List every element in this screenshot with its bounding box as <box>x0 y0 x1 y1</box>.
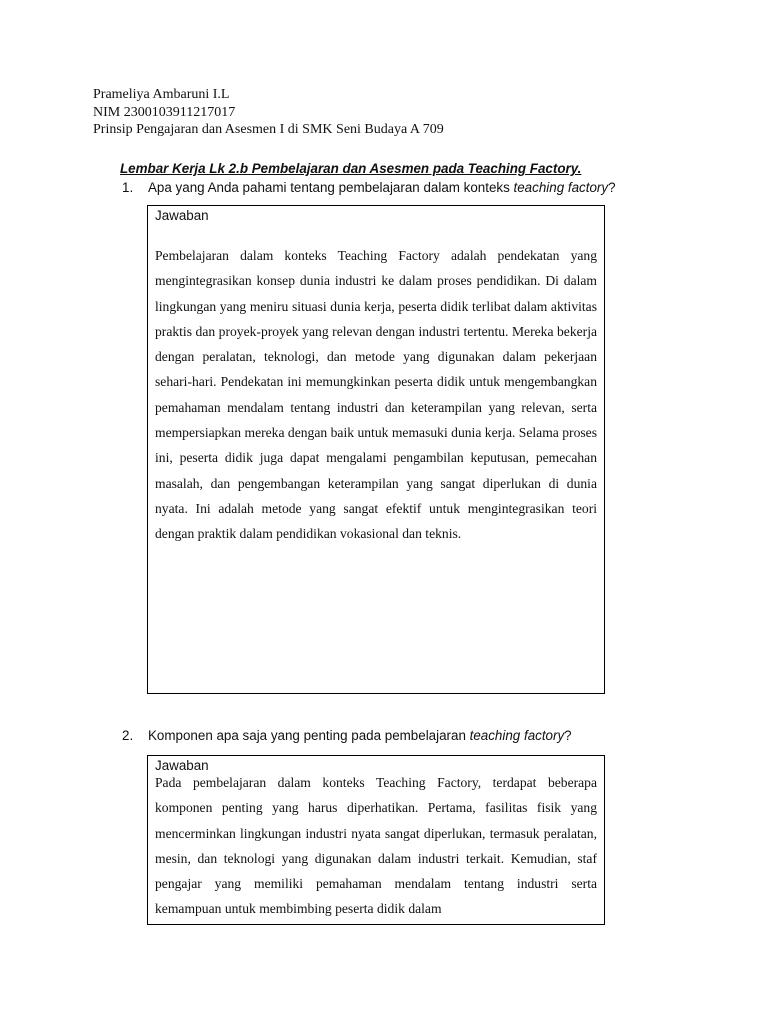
answer-box-1 <box>147 205 605 694</box>
question-text: Apa yang Anda pahami tentang pembelajaran dalam konteks <box>148 180 514 195</box>
question-mark: ? <box>608 180 616 195</box>
student-header <box>93 86 444 139</box>
worksheet-title: Lembar Kerja Lk 2.b Pembelajaran dan Asesmen pada Teaching Factory. <box>120 161 582 176</box>
question-2 <box>122 728 572 743</box>
course-title: Prinsip Pengajaran dan Asesmen I di SMK Seni Budaya A 709 <box>93 122 444 137</box>
question-1 <box>122 180 616 195</box>
answer-text: Pembelajaran dalam konteks Teaching Factory adalah pendekatan yang mengintegrasikan konsep dunia industri ke dalam proses pendidikan. Di dalam lingkungan yang meniru situasi dunia kerja, peserta didik terlibat dalam aktivitas praktis dan proyek-proyek yang relevan dengan industri tertentu. Mereka bekerja dengan peralatan, teknologi, dan metode yang digunakan dalam pekerjaan sehari-hari. Pendekatan ini memungkinkan peserta didik untuk mengembangkan pemahaman mendalam tentang industri dan keterampilan yang relevan, serta mempersiapkan mereka dengan baik untuk memasuki dunia kerja. Selama proses ini, peserta didik juga dapat mengalami pengambilan keputusan, pemecahan masalah, dan pengembangan keterampilan yang sangat diperlukan di dunia nyata. Ini adalah metode yang sangat efektif untuk mengintegrasikan teori dengan praktik dalam pendidikan vokasional dan teknis. <box>155 248 597 542</box>
question-number: 1. <box>122 180 134 195</box>
answer-box-2 <box>147 755 605 925</box>
student-nim: NIM 2300103911217017 <box>93 104 236 120</box>
question-mark: ? <box>564 728 572 743</box>
answer-label: Jawaban <box>155 758 209 773</box>
question-term: teaching factory <box>469 728 565 743</box>
answer-label: Jawaban <box>155 208 209 223</box>
student-name: Prameliya Ambaruni I.L <box>93 87 230 102</box>
question-term: teaching factory <box>513 180 609 195</box>
question-text: Komponen apa saja yang penting pada pembelajaran <box>148 728 470 743</box>
answer-text: Pada pembelajaran dalam konteks Teaching Factory, terdapat beberapa komponen penting yang harus diperhatikan. Pertama, fasilitas fisik yang mencerminkan lingkungan industri nyata sangat diperlukan, termasuk peralatan, mesin, dan teknologi yang digunakan dalam industri terkait. Kemudian, staf pengajar yang memiliki pemahaman mendalam tentang industri serta kemampuan untuk membimbing peserta didik dalam <box>155 775 597 917</box>
question-number: 2. <box>122 728 134 743</box>
